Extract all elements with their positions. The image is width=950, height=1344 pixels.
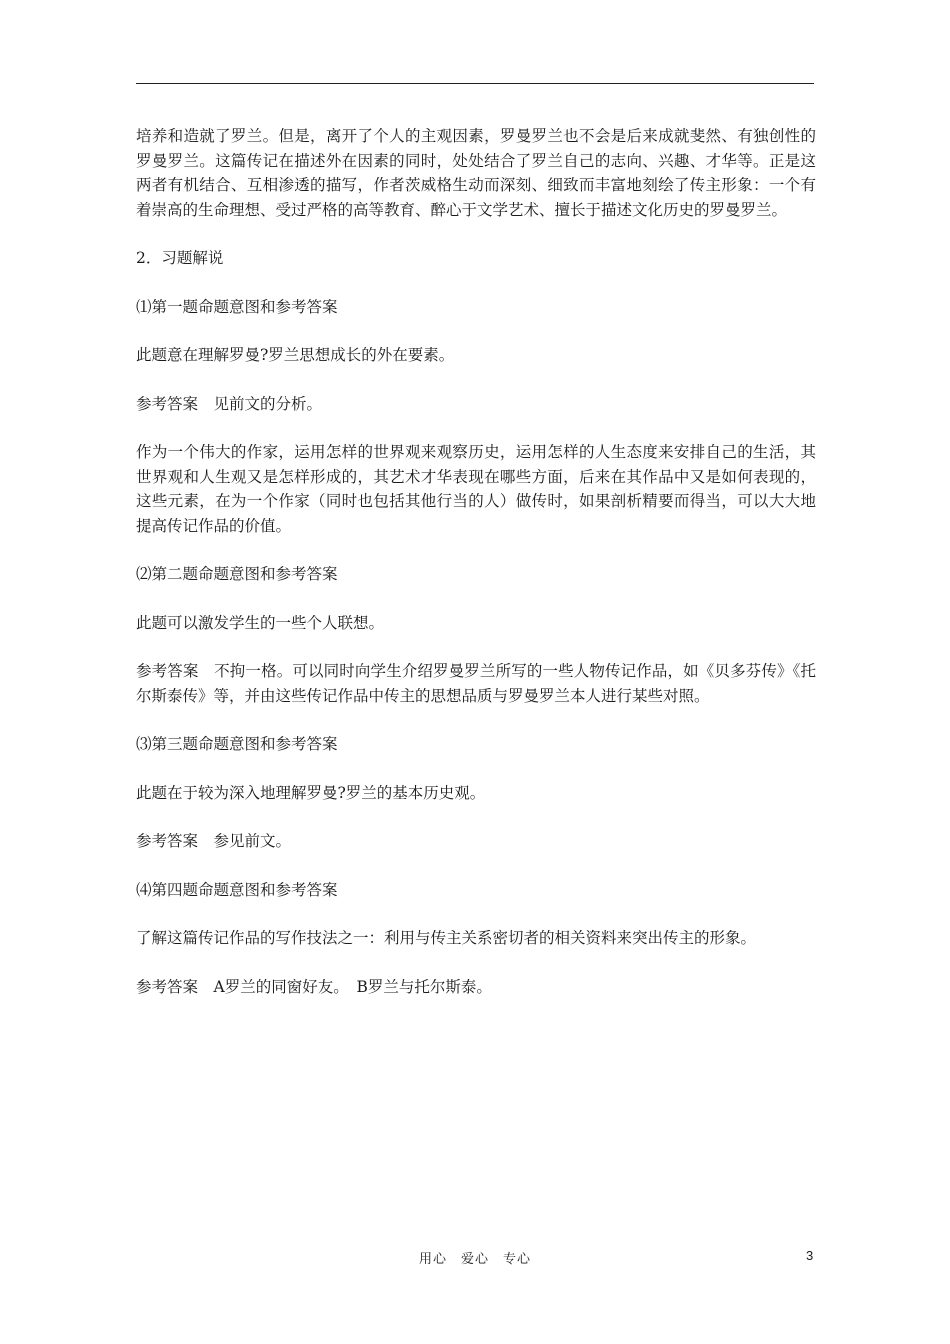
question-3-answer: 参考答案 参见前文。 — [136, 832, 292, 850]
document-body — [136, 124, 816, 1023]
question-1-discussion: 作为一个伟大的作家，运用怎样的世界观来观察历史，运用怎样的人生态度来安排自己的生活，其世界观和人生观又是怎样形成的，其艺术才华表现在哪些方面，后来在其作品中又是如何表现的，这些元素，在为一个作家（同时也包括其他行当的人）做传时，如果剖析精要而得当，可以大大地提高传记作品的价值。 — [136, 443, 816, 535]
question-1-heading: ⑴第一题命题意图和参考答案 — [136, 297, 338, 316]
question-2-intent: 此题可以激发学生的一些个人联想。 — [136, 613, 385, 632]
question-2-heading: ⑵第二题命题意图和参考答案 — [136, 565, 338, 583]
question-3-heading: ⑶第三题命题意图和参考答案 — [136, 735, 338, 753]
footer-motto: 用心 爱心 专心 — [418, 1252, 531, 1267]
question-4-heading: ⑷第四题命题意图和参考答案 — [136, 880, 338, 899]
paragraph-continuation: 培养和造就了罗兰。但是，离开了个人的主观因素，罗曼罗兰也不会是后来成就斐然、有独创性的罗曼罗兰。这篇传记在描述外在因素的同时，处处结合了罗兰自己的志向、兴趣、才华等。正是这两者有机结合、互相渗透的描写，作者茨威格生动而深刻、细致而丰富地刻绘了传主形象：一个有着崇高的生命理想、受过严格的高等教育、醉心于文学艺术、擅长于描述文化历史的罗曼罗兰。 — [136, 127, 816, 219]
question-2-answer: 参考答案 不拘一格。可以同时向学生介绍罗曼罗兰所写的一些人物传记作品，如《贝多芬传》《托尔斯泰传》等，并由这些传记作品中传主的思想品质与罗曼罗兰本人进行某些对照。 — [136, 662, 816, 705]
question-1-answer: 参考答案 见前文的分析。 — [136, 394, 323, 413]
question-4-answer: 参考答案 A罗兰的同窗好友。 B罗兰与托尔斯泰。 — [136, 977, 492, 996]
question-4-intent: 了解这篇传记作品的写作技法之一：利用与传主关系密切者的相关资料来突出传主的形象。 — [136, 929, 757, 947]
header-rule — [136, 83, 814, 84]
page-number: 3 — [806, 1248, 814, 1263]
question-1-intent: 此题意在理解罗曼?罗兰思想成长的外在要素。 — [136, 346, 455, 364]
question-3-intent: 此题在于较为深入地理解罗曼?罗兰的基本历史观。 — [136, 783, 486, 802]
section-heading-exercises: 2．习题解说 — [136, 249, 224, 267]
